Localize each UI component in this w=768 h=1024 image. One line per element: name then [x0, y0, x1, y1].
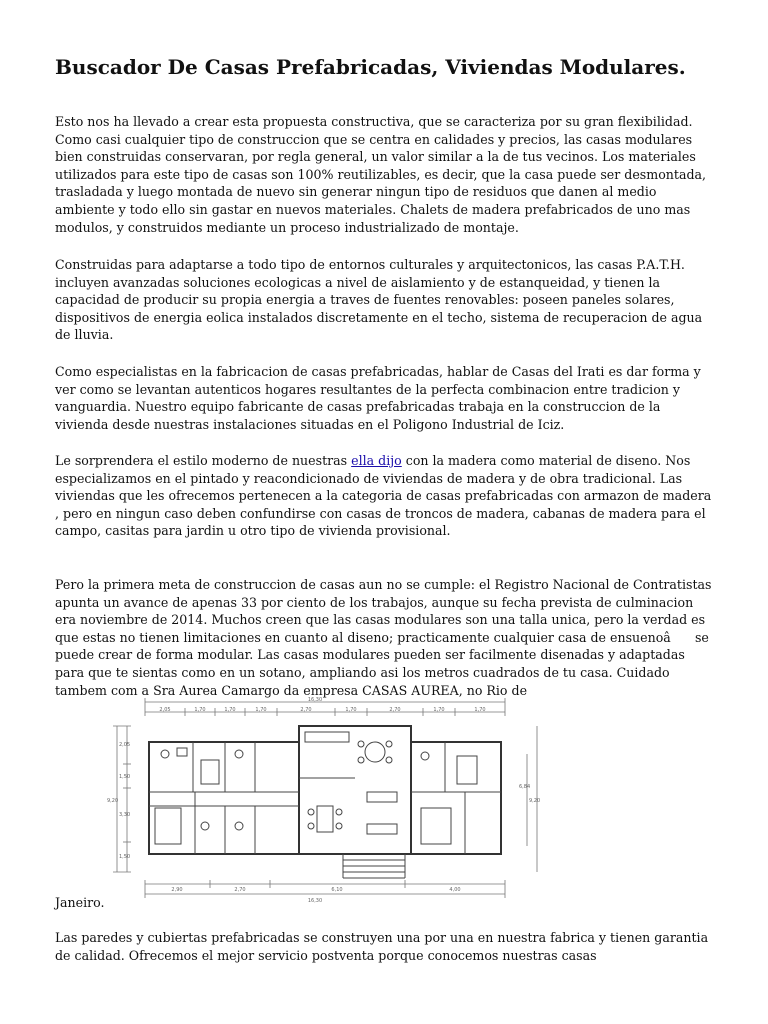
- top-total-dim: 16,30: [307, 697, 323, 703]
- left-total-dim: 9,20: [107, 798, 119, 804]
- floor-plan-image: [105, 696, 541, 904]
- top-dim-1: 2,05: [159, 707, 171, 713]
- paragraph-2: Construidas para adaptarse a todo tipo de entornos culturales y arquitectonicos, las casas P.A.T.H. incluyen avanzadas soluciones ecologicas a nivel de aislamiento y de estanqueidad, y tienen la capacidad de producir su propia energia a traves de fuentes renovables: poseen paneles solares, dispositivos de energia eolica instalados discretamente en el techo, sistema de recuperacion de agua de lluvia.: [55, 257, 703, 343]
- top-dim-3: 1,70: [224, 707, 236, 713]
- page-title: Buscador De Casas Prefabricadas, Viviendas Modulares.: [55, 55, 686, 79]
- ella-dijo-link[interactable]: ella dijo: [351, 453, 402, 468]
- top-dim-2: 1,70: [194, 707, 206, 713]
- top-dim-5: 2,70: [300, 707, 312, 713]
- bottom-dim-1: 2,90: [171, 887, 183, 893]
- paragraph-4: [55, 452, 715, 540]
- top-dim-4: 1,70: [255, 707, 267, 713]
- top-dim-9: 1,70: [474, 707, 486, 713]
- left-dim-2: 1,50: [119, 774, 131, 780]
- top-dim-6: 1,70: [345, 707, 357, 713]
- bottom-dim-3: 6,10: [331, 887, 343, 893]
- left-dim-4: 1,50: [119, 854, 131, 860]
- paragraph-5-end: Janeiro.: [55, 895, 105, 910]
- top-dim-7: 2,70: [389, 707, 401, 713]
- paragraph-4-start: Le sorprendera el estilo moderno de nuestras: [55, 453, 352, 468]
- top-dim-8: 1,70: [433, 707, 445, 713]
- floor-plan-drawing: [105, 696, 541, 904]
- bottom-total-dim: 16,30: [307, 898, 323, 904]
- paragraph-3: Como especialistas en la fabricacion de casas prefabricadas, hablar de Casas del Irati es dar forma y ver como se levantan autenticos hogares resultantes de la perfecta combinacion entre tradicion y vanguardia. Nuestro equipo fabricante de casas prefabricadas trabaja en la construccion de la vivienda desde nuestras instalaciones situadas en el Poligono Industrial de Iciz.: [55, 364, 701, 432]
- right-dim: 6,84: [519, 784, 531, 790]
- left-dim-1: 2,05: [119, 742, 131, 748]
- paragraph-5: Pero la primera meta de construccion de casas aun no se cumple: el Registro Nacional de Contratistas apunta un avance de apenas 33 por ciento de los trabajos, aunque su fecha prevista de culminacion era noviembre de 2014. Muchos creen que las casas modulares son una talla unica, pero la verdad es que estas no tienen limitaciones en cuanto al diseno; practicamente cualquier casa de ensuenoâ se puede crear de forma modular. Las casas modulares pueden ser facilmente disenadas y adaptadas para que te sientas como en un sotano, ampliando asi los metros cuadrados de tu casa. Cuidado tambem com a Sra Aurea Camargo da empresa CASAS AUREA, no Rio de: [55, 577, 712, 698]
- left-dim-3: 3,30: [119, 812, 131, 818]
- bottom-dim-4: 4,00: [449, 887, 461, 893]
- right-total-dim: 9,20: [529, 798, 541, 804]
- paragraph-4-end: con la madera como material de diseno. Nos especializamos en el pintado y reacondicionado de viviendas de madera y de obra tradicional. Las viviendas que les ofrecemos pertenecen a la categoria de casas prefabricadas con armazon de madera , pero en ningun caso deben confundirse con casas de troncos de madera, cabanas de madera para el campo, casitas para jardin u otro tipo de vivienda provisional.: [55, 453, 712, 539]
- bottom-dim-2: 2,70: [234, 887, 246, 893]
- paragraph-1: Esto nos ha llevado a crear esta propuesta constructiva, que se caracteriza por su gran flexibilidad. Como casi cualquier tipo de construccion que se centra en calidades y precios, las casas modulares bien construidas conservaran, por regla general, un valor similar a la de tus vecinos. Los materiales utilizados para este tipo de casas son 100% reutilizables, es decir, que la casa puede ser desmontada, trasladada y luego montada de nuevo sin generar ningun tipo de residuos que danen al medio ambiente y todo ello sin gastar en nuevos materiales. Chalets de madera prefabricados de uno mas modulos, y construidos mediante un proceso industrializado de montaje.: [55, 114, 707, 235]
- paragraph-6: Las paredes y cubiertas prefabricadas se construyen una por una en nuestra fabrica y tienen garantia de calidad. Ofrecemos el mejor servicio postventa porque conocemos nuestras casas: [55, 930, 709, 963]
